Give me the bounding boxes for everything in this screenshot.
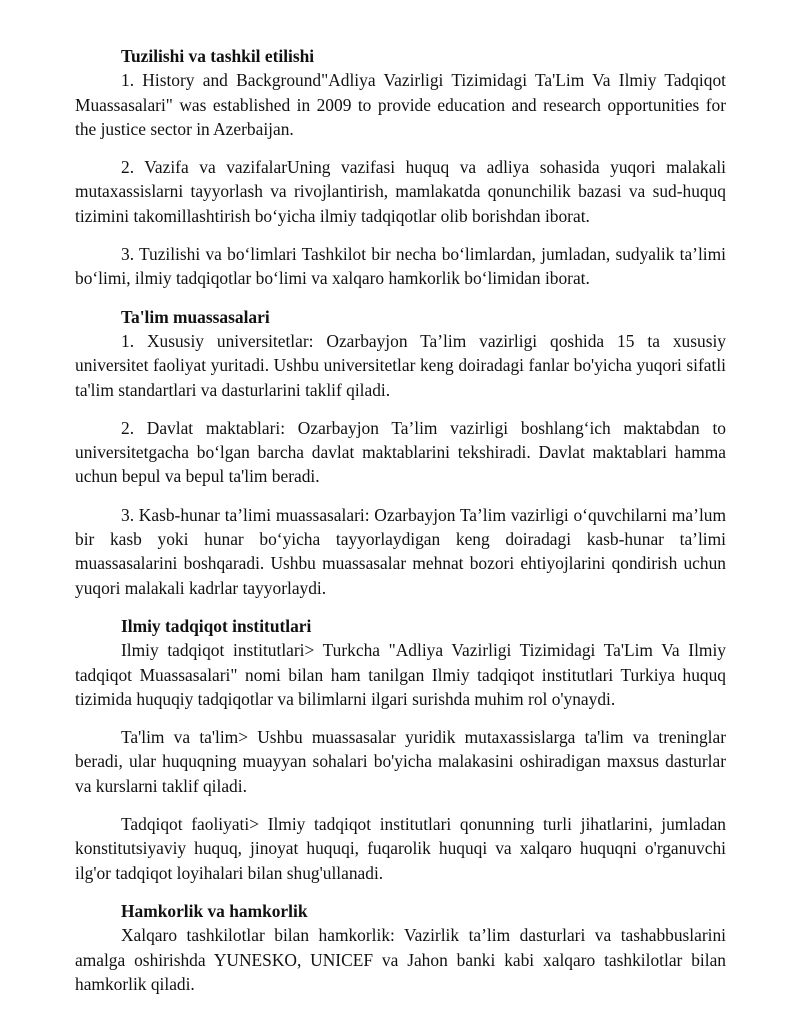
paragraph: Ta'lim va ta'lim> Ushbu muassasalar yuridik mutaxassislarga ta'lim va treninglar beradi, ular huquqning muayyan sohalari bo'yicha malakasini oshiradigan maxsus dasturlar va kurslarni taklif qiladi. [75,727,726,796]
document-page [75,44,726,1010]
paragraph: Ilmiy tadqiqot institutlari> Turkcha "Adliya Vazirligi Tizimidagi Ta'Lim Va Ilmiy tadqiqot Muassasalari" nomi bilan ham tanilgan Ilmiy tadqiqot institutlari Turkiya huquq tizimida huquqiy tadqiqotlar va bilimlarni ilgari surishda muhim rol o'ynaydi. [75,640,726,709]
section-heading: Hamkorlik va hamkorlik [121,900,308,921]
paragraph: 1. Xususiy universitetlar: Ozarbayjon Ta’lim vazirligi qoshida 15 ta xususiy universitet faoliyat yuritadi. Ushbu universitetlar keng doiradagi fanlar bo'yicha yuqori sifatli ta'lim standartlari va dasturlarini taklif qiladi. [75,330,726,400]
section-education-institutions [75,305,726,600]
paragraph: 2. Vazifa va vazifalarUning vazifasi huquq va adliya sohasida yuqori malakali mutaxassislarni tayyorlash va rivojlantirish, mamlakatda qonunchilik bazasi va sud-huquq tizimini takomillashtirish bo‘yicha ilmiy tadqiqotlar olib borishdan iborat. [75,157,726,226]
paragraph: 2. Davlat maktablari: Ozarbayjon Ta’lim vazirligi boshlang‘ich maktabdan to universitetgacha bo‘lgan barcha davlat maktablarini tekshiradi. Davlat maktablari hamma uchun bepul va bepul ta'lim beradi. [75,417,726,487]
paragraph: 1. History and Background"Adliya Vazirligi Tizimidagi Ta'Lim Va Ilmiy Tadqiqot Muassasalari" was established in 2009 to provide education and research opportunities for the justice sector in Azerbaijan. [75,70,726,139]
paragraph: Tadqiqot faoliyati> Ilmiy tadqiqot institutlari qonunning turli jihatlarini, jumladan konstitutsiyaviy huquq, jinoyat huquqi, fuqarolik huquqi va xalqaro huquqni o'rganuvchi ilg'or tadqiqot loyihalari bilan shug'ullanadi. [75,814,726,883]
paragraph: 3. Kasb-hunar ta’limi muassasalari: Ozarbayjon Ta’lim vazirligi o‘quvchilarni ma’lum bir kasb yoki hunar bo‘yicha tayyorlaydigan keng doiradagi kasb-hunar ta’limi muassasalarini boshqaradi. Ushbu muassasalar mehnat bozori ehtiyojlarini qondirish uchun yuqori malakali kadrlar tayyorlaydi. [75,504,726,598]
section-structure [75,44,726,291]
section-research-institutes [75,614,726,885]
paragraph: Xalqaro tashkilotlar bilan hamkorlik: Vazirlik ta’lim dasturlari va tashabbuslarini amalga oshirishda YUNESKO, UNICEF va Jahon banki kabi xalqaro tashkilotlar bilan hamkorlik qiladi. [75,925,726,994]
section-heading: Tuzilishi va tashkil etilishi [121,46,315,66]
section-cooperation [75,899,726,996]
section-heading: Ta'lim muassasalari [121,306,270,327]
paragraph: 3. Tuzilishi va bo‘limlari Tashkilot bir necha bo‘limlardan, jumladan, sudyalik ta’limi bo‘limi, ilmiy tadqiqotlar bo‘limi va xalqaro hamkorlik bo‘limidan iborat. [75,244,726,289]
section-heading: Ilmiy tadqiqot institutlari [121,615,312,636]
